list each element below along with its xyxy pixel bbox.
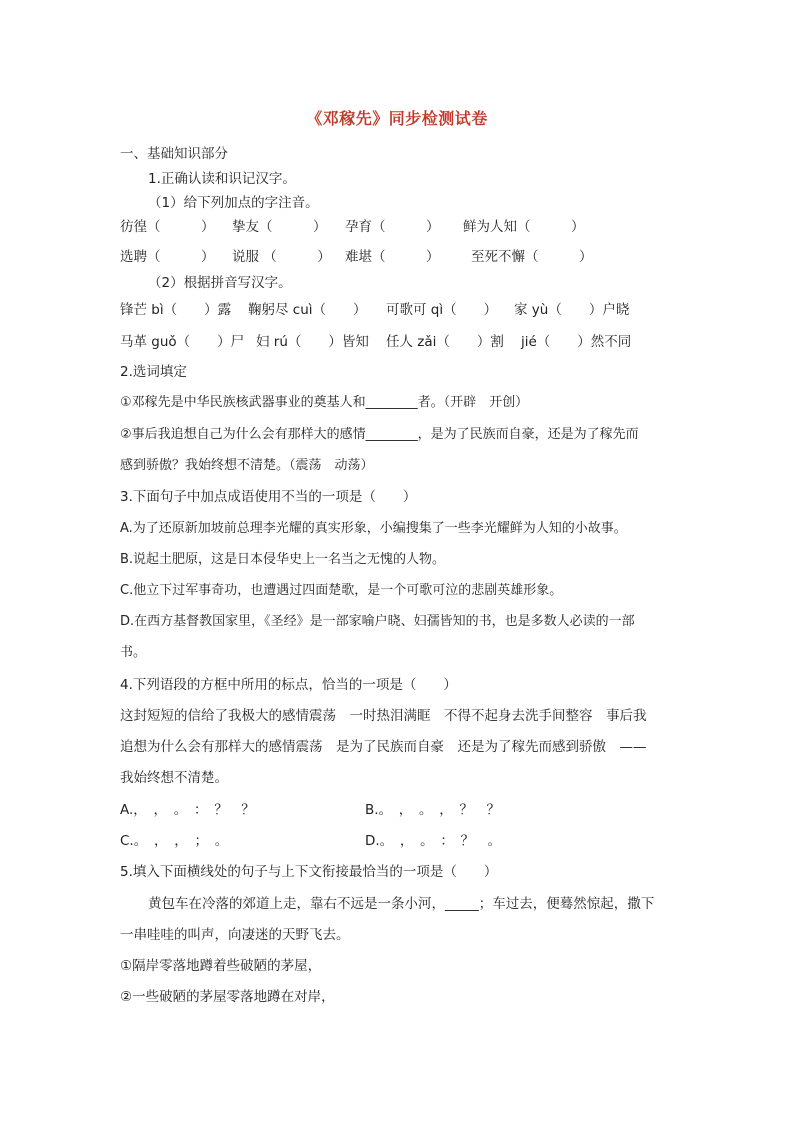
section-heading: 一、基础知识部分: [120, 146, 228, 162]
option-d-cont: 书。: [120, 645, 147, 660]
option-b: B.说起土肥原，这是日本侵华史上一名当之无愧的人物。: [120, 552, 446, 567]
option-d: D.在西方基督教国家里，《圣经》是一部家喻户晓、妇孺皆知的书，也是多数人必读的一部: [120, 614, 635, 629]
option-a: A.， ， 。 ： ？ ？: [120, 802, 255, 818]
char-item: jié（ ）然不同: [521, 334, 632, 350]
choice-item-2: ②一些破陋的茅屋零落地蹲在对岸，: [120, 989, 335, 1005]
char-item: 锋芒 bì（ ）露: [120, 302, 232, 318]
pinyin-item: 至死不懈（ ）: [471, 249, 593, 265]
pinyin-item: 挚友（ ）: [232, 219, 327, 235]
pinyin-item: 难堪（ ）: [345, 249, 440, 265]
char-item: 可歌可 qì（ ）: [386, 302, 498, 318]
char-item: 妇 rú（ ）皆知: [256, 334, 369, 350]
passage-line: 这封短短的信给了我极大的感情震荡 一时热泪满眶 不得不起身去洗手间整容 事后我: [120, 708, 647, 724]
passage-line: 追想为什么会有那样大的感情震荡 是为了民族而自豪 还是为了稼先而感到骄傲 ——: [120, 739, 647, 755]
question-2: 2.选词填定: [120, 364, 187, 380]
question-2-item-1: ①邓稼先是中华民族核武器事业的奠基人和________者。（开辟 开创）: [120, 395, 529, 410]
char-item: 马革 guǒ（ ）尸: [120, 334, 245, 350]
char-item: 家 yù（ ）户晓: [514, 302, 630, 318]
page-title: 《邓稼先》同步检测试卷: [306, 109, 488, 128]
question-5: 5.填入下面横线处的句子与上下文衔接最恰当的一项是（ ）: [120, 864, 498, 880]
question-3: 3.下面句子中加点成语使用不当的一项是（ ）: [120, 489, 417, 505]
passage-line: 一串哇哇的叫声，向凄迷的天野飞去。: [120, 927, 350, 943]
option-b: B.。 ， 。 ， ？ ？: [365, 802, 501, 818]
choice-item-1: ①隔岸零落地蹲着些破陋的茅屋，: [120, 958, 322, 974]
option-c: C.他立下过军事奇功，也遭遇过四面楚歌，是一个可歌可泣的悲剧英雄形象。: [120, 583, 563, 598]
pinyin-item: 说服 （ ）: [232, 249, 331, 265]
question-1-sub-2: （2）根据拼音写汉字。: [148, 275, 292, 291]
pinyin-item: 选聘（ ）: [120, 249, 215, 265]
question-4: 4.下列语段的方框中所用的标点，恰当的一项是（ ）: [120, 677, 457, 693]
pinyin-item: 彷徨（ ）: [120, 219, 215, 235]
option-c: C.。 ， ， ； 。: [120, 833, 229, 849]
option-a: A.为了还原新加坡前总理李光耀的真实形象，小编搜集了一些李光耀鲜为人知的小故事。: [120, 521, 627, 536]
pinyin-item: 孕育（ ）: [345, 219, 440, 235]
passage-line: 我始终想不清楚。: [120, 770, 228, 786]
pinyin-item: 鲜为人知（ ）: [463, 219, 585, 235]
question-1-sub-1: （1）给下列加点的字注音。: [148, 195, 319, 211]
char-item: 任人 zǎi（ ）割: [386, 334, 504, 350]
char-item: 鞠躬尽 cuì（ ）: [248, 302, 367, 318]
question-2-item-2: ②事后我追想自己为什么会有那样大的感情________，是为了民族而自豪，还是为了稼先而: [120, 427, 639, 442]
passage-line: 黄包车在冷落的郊道上走，靠右不远是一条小河，_____；车过去，便蓦然惊起，撒下: [148, 896, 655, 912]
question-1: 1.正确认读和识记汉字。: [148, 171, 296, 187]
option-d: D.。 ， 。 ： ？ 。: [365, 833, 502, 849]
question-2-item-2-cont: 感到骄傲？我始终想不清楚。（震荡 动荡）: [120, 458, 374, 473]
